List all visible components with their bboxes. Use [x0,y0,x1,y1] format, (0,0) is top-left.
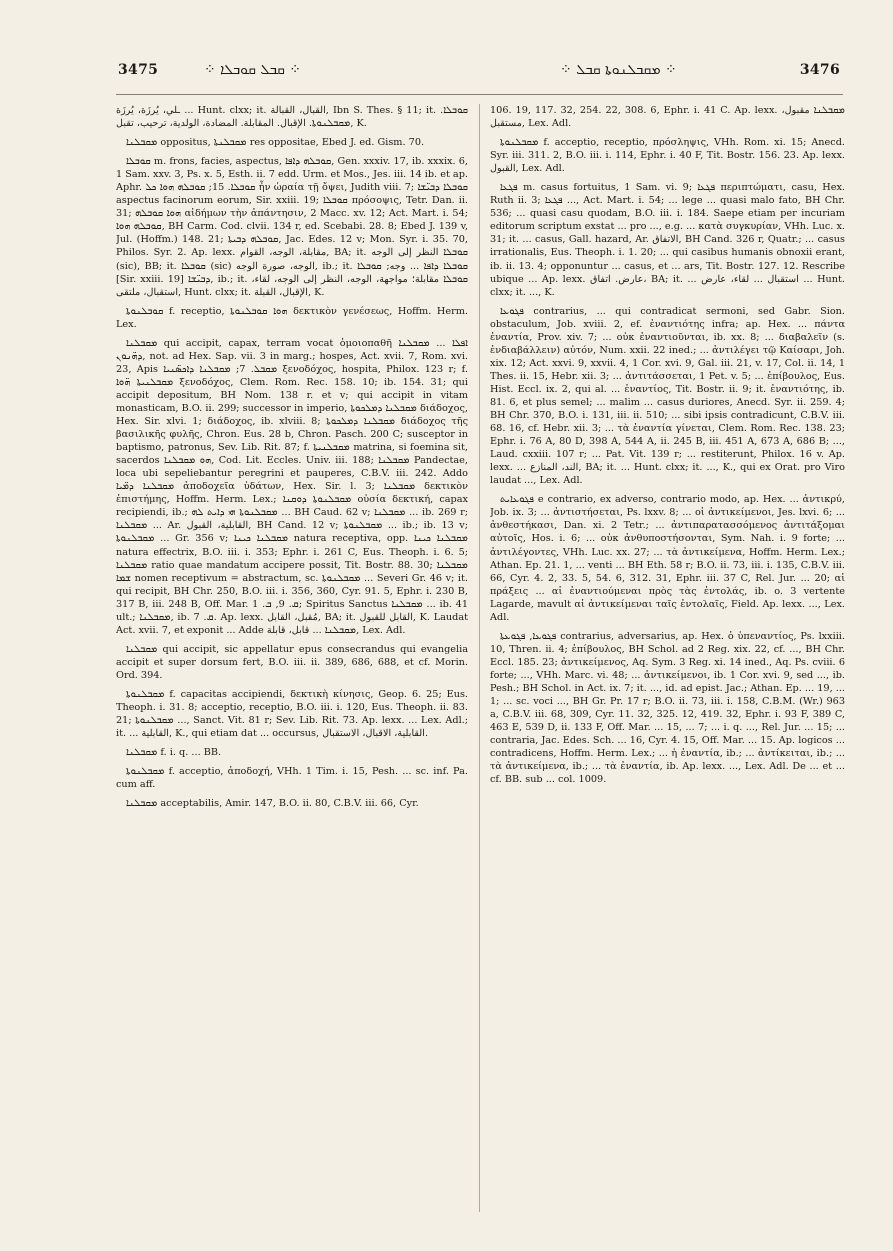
column-divider [479,104,480,1212]
entry: ܡܩܒܠܢܘܬܐ f. acceptio, receptio, πρόσληψις, VHh. Rom. xi. 15; Anecd. Syr. iii. 311. 2, B.O. iii. i. 114, Ephr. i. 40 F, Tit. Bostr. 156. 23. Ap. lexx. القبول, Lex. Adl. [490,137,845,175]
entry: 106. 19, 117. 32, 254. 22, 308. 6, Ephr. i. 41 C. Ap. lexx. ܡܩܒܠܢܐ مقبول، مستقبل, Lex. Adl. [490,105,845,130]
entry: ܡܩܒܠܢܘܬܐ f. capacitas accipiendi, δεκτικὴ κίνησις, Geop. 6. 25; Eus. Theoph. i. 31. 8; acceptio, receptio, B.O. iii. i. 120, Eus. Theoph. ii. 83. 21; ܡܩܒܠܢܘܬܐ ..., Sanct. Vit. 81 r; Sev. Lib. Rit. 73. Ap. lexx. ... Lex. Adl.; it. ... القابلية, K., qui etiam dat ... occursus, القابلية، الاقبال، الاستقبال. [116,688,468,740]
left-column [116,104,468,1214]
entry: ܡܩܒܠܢܐ acceptabilis, Amir. 147, B.O. ii. 80, C.B.V. iii. 66, Cyr. [126,798,419,810]
page-number-right: 3476 [799,62,840,78]
entry: ܩܘܒܠܐ m. frons, facies, aspectus, ܩܘܒܠܗ ܕܐܦܐ, Gen. xxxiv. 17, ib. xxxix. 6, 1 Sam. xxv. 3, Ps. x. 5, Esth. ii. 7 edd. Urm. et Mos., Jes. iii. 14 ib. et ap. Aphr. ܩܘܒܠܐ. 15; ܩܘܒܠܗ ܗܘܐ ܟܠ ἦν ὡραία τῇ ὄψει, Judith viii. 7; ܩܘܒܠܐ ܕܒܝ̈ܫܐ aspectus facinorum eorum, Sir. xxiii. 19; ܩܘܒܠܐ πρόσοψις, Tetr. Dan. ii. 31; ܗܘܐ ܩܘܒܠܗ αἰδήμων τὴν ἀπάντησιν, 2 Macc. xv. 12; Act. Mart. i. 54; ܩܘܒܠܗ ܗܘܐ, BH Carm. Cod. clvii. 134 r, ed. Scebabi. 28. 8; Ebed J. 139 v, Jul. (Hoffm.) 148. 21; ܩܘܒܠܗ ܕܒܝܬܐ, Jac. Edes. 12 v; Mon. Syr. i. 35. 70, Philos. Syr. 2. Ap. lexx. مقابلة، الوجه، القوام, BA; it. ܩܘܒܠܐ النظر إلى الوجه (sic), BB; it. ܩܘܒܠܐ (sic) الوجه، صورة الوجه, ib.; it. ܩܘܒܠܐ ܕܐܦܐ ... وجه; ܩܘܒܠܐ [Sir. xxiii. 19] ܕܒܝ̈ܫܐ, ib.; it. ܩܘܒܠܐ مقابلة؛ مواجهة، الوجه، النظر إلى الوجه، لقاء، استقبال، ملتقى, Hunt. clxx; it. الإقبال، القبلة, K. [116,156,468,298]
entry: ܡܩܒܠܢܐ oppositus, ܡܩܒܠܢܬܐ res oppositae, Ebed J. ed. Gism. 70. [126,137,425,149]
page-header [0,62,893,92]
entry: ܦܓܘܥܐܝܬ e contrario, ex adverso, contrario modo, ap. Hex. ... ἀντικρύ, Job. ix. 3; ... ἀντιστήσεται, Ps. lxxv. 8; ... οἱ ἀντικείμενοι, Jes. lxvi. 6; ... ἀνθεστήκασι, Dan. xi. 2 Tetr.; ... ἀντιπαρατασσόμενος ἀντιτάξομαι αὐτοῖς, Hos. i. 6; ... οὐκ ἀνθυποστήσονται, Sym. Nah. i. 9 forte; ... ἀντιλέγοντες, VHh. Luc. xx. 27; ... τὰ ἀντικείμενα, Hoffm. Herm. Lex.; Athan. Ep. 21. 1, ... venti ... BH Eth. 58 r; B.O. ii. 73, iii. i. 135, C.B.V. iii. 66, Cyr. 4. 2, 33. 5, 54. 6, 312. 31, Ephr. iii. 37 C, Rel. Jur. ... 20; αἱ πράξεις ... αἱ ἐναντιούμεναι πρὸς τὰς ἐντολάς, ib. o. 3 vertente Lagarde, mavult αἱ ἀντικείμεναι ταῖς ἐντολαῖς, Field. Ap. lexx. ..., Lex. Adl. [490,494,845,623]
header-rule [116,94,843,95]
entry: ܦܓܘܥܐ, ܦܓܘܥܬܐ contrarius, adversarius, ap. Hex. ὁ ὑπεναντίος, Ps. lxxiii. 10, Thren. ii. 4; ἐπίβουλος, BH Schol. ad 2 Reg. xix. 22, cf. ..., BH Chr. Eccl. 185. 23; ἀντικείμενος, Aq. Sym. 3 Reg. xi. 14 ined., Aq. Ps. cviii. 6 forte; ..., VHh. Marc. vi. 48; ... ἀντικείμενοι, ib. 1 Cor. xvi. 9, sed ..., ib. Pesh.; BH Schol. in Act. ix. 7; it. ..., id. ad epist. Jac.; Athan. Ep. ... 19, ... 1; ... sc. voci ..., BH Gr. Pr. 17 r; B.O. ii. 73, iii. i. 158, C.B.M. (Wr.) 963 a, C.B.V. iii. 68, 309, Cyr. 11. 32, 325. 12, 419. 32, Ephr. i. 93 F, 389 C, 463 E, 539 D, ii. 133 F, Off. Mar. ... 15, ... 7; ... i. q. ..., Rel. Jur. ... 15; ... contraria, Jac. Edes. Sch. ... 16, Cyr. 4. 15, Off. Mar. ... 15. Ap. logicos ... contradicens, Hoffm. Herm. Lex.; ... ἡ ἐναντία, ib.; ... ἀντίκειται, ib.; ... τὰ ἀντικείμενα, ib.; ... τὰ ἐναντία, ib. Ap. lexx. ..., Lex. Adl. De ... et ... cf. BB. sub ... col. 1009. [490,630,845,786]
entry: ܦܓܥܐ m. casus fortuitus, 1 Sam. vi. 9; ܦܓܥܐ περιπτώματι, casu, Hex. Ruth ii. 3; ܦܓܥܐ ..., Act. Mart. i. 54; ... lege ... quasi malo fato, BH Chr. 536; ... quasi casu quodam, B.O. iii. i. 184. Saepe etiam per incuriam editorum scriptum exstat ... pro ..., e.g. ... κατὰ συγκυρίαν, VHh. Luc. x. 31; it. ... casus, Gall. hazard, Ar. الاتفاق, BH Cand. 326 r, Quatr.; ... casus irrationalis, Eus. Theoph. i. 1. 20; ... qui casibus humanis obnoxii erant, ib. ii. 13. 4; opponuntur ... casus, et ... ars, Tit. Bostr. 127. 12. Rescribe ubique ... Ap. lexx. عارض. اتفاق، BA; it. ... استقبال ... لقاء، عارض ... Hunt. clxx; it. ..., K. [490,182,845,298]
entry: ܩܘܒܠܢܘܬܐ f. receptio, ܗܘܐ ܩܘܒܠܢܘܬܐ δεκτικὸν γενέσεως, Hoffm. Herm. Lex. [116,305,468,330]
right-column [490,104,845,1214]
entry: ܡܩܒܠܢܐ qui accipit, sic appellatur epus consecrandus qui evangelia accipit et super dorsum fert, B.O. iii. ii. 389, 686, 688, et cf. Morin. Ord. 394. [116,643,468,681]
entry: ܦܓܘܥܐ contrarius, ... qui contradicat sermoni, sed Gabr. Sion. obstaculum, Job. xviii. 2, ef. ἐναντιότης infra; ap. Hex. ... πάντα ἐναντία, Prov. xiv. 7; ... οὐκ ἐναντιοῦνται, ib. xx. 8; ... διαβαλεῖν (s. ἐνδιαβάλλειν) αὐτόν, Num. xxii. 22 ined.; ... ἀντιλέγει τῷ Καίσαρι, Joh. xix. 12; Act. xxvi. 9, xxvii. 4, 1 Cor. xvi. 9, Gal. iii. 21, v. 17, Col. ii. 14, 1 Thes. ii. 15, Hebr. xii. 3; ... ἀντιτάσσεται, 1 Pet. v. 5; ... ἐπίβουλος, Eus. Hist. Eccl. ix. 2, qui al. ... ἐναντίος, Tit. Bostr. ii. 9; it. ἐναντιότης, ib. 81. 6, et plus semel; ... malim ... casus duriores, Anecd. Syr. ii. 259. 4; BH Chr. 370, B.O. i. 131, iii. ii. 510; ... sibi ipsis contradicunt, C.B.V. iii. 68. 16, cf. Hebr. xii. 3; ... τὰ ἐναντία γίνεται, Clem. Rom. Rec. 138. 23; Ephr. i. 76 A, 80 D, 398 A, 544 A, ii. 245 B, iii. 451 A, 673 A, 686 B; ..., Laud. cxxiii. 107 r; ... Pat. Vit. 139 r; ... restiterunt, Philox. 16 v. Ap. lexx. ... الند، المنازع, BA; it. ... Hunt. clxx; it. ..., K., qui ex Orat. pro Viro laudat ..., Lex. Adl. [490,305,845,487]
entry: ܡܩܒܠܢܐ f. i. q. ... BB. [126,747,222,759]
entry: ܡܩܒܠܢܐ qui accipit, capax, terram vocat ὁμοιοπαθῆ ܐܦܠܐ ... ܡܩܒܠܢܐ ܕܗ̈ܢܘܢ, not. ad Hex. Sap. vii. 3 in marg.; hospes, Act. xvii. 7, Rom. xvi. 23, Apis ܡܩܒܠ. 7; ܡܩܒܠܢܐ ܕܐܟܣ̈ܢܝܐ ξενοδόχος, hospita, Philox. 123 r; f. ܡܩܒܠܢܝܬܐ ܗ̈ܘܐ ξενοδόχος, Clem. Rom. Rec. 158. 10; ib. 154. 31; qui accipit depositum, BH Nom. 138 r. et v; qui accipit in vitam monasticam, B.O. ii. 299; successor in imperio, ܡܩܒܠܢܐ ܕܡܠܟܘܬܐ διάδοχος, Hex. Sir. xlvi. 1; διάδοχος, ib. xlviii. 8; ܡܩܒܠܢܐ ܕܡܠܟܘܬܐ διάδοχος τῆς βασιλικῆς φυλῆς, Chron. Eus. 28 b, Chron. Pasch. 200 C; susceptor in baptismo, patronus, Sev. Lib. Rit. 87; f. ܡܩܒܠܢܝܬܐ matrina, si foemina sit, sacerdos ܗܘ ܡܩܒܠܢܐ, Cod. Lit. Eccles. Univ. iii. 188; ܡܩܒܠܢܐ Pandectae, loca ubi sepeliebantur peregrini et pauperes, C.B.V. iii. 242. Addo ܡܩܒܠܢܐ ܕܡ̈ܝܐ ἀποδοχεῖα ὑδάτων, Hex. Sir. l. 3; ܡܩܒܠܢܐ δεκτικὸν ἐπιστήμης, Hoffm. Herm. Lex.; ܡܩܒܠܢܘܬܐ ܕܘܩܢܐ οὐσία δεκτική, capax recipiendi, ib.; ܡܩܒܠܢܘܬܐ ܗܝ ܕܐܝܬ ܠܗ ... BH Caud. 62 v; ܡܩܒܠܢܐ ... ib. 269 r; ܡܩܒܠܢܐ ... Ar. القابلية، القبول, BH Cand. 12 v; ܡܩܒܠܢܘܬܐ ... ib.; ib. 13 v; ܡܩܒܠܢܘܬܐ ... Gr. 356 v; ܡܩܒܠܢܐ ܟܝܢܐ natura receptiva, opp. ܡܩܒܠܢܐ ܟܝܢܐ natura effectrix, B.O. iii. i. 353; Ephr. i. 261 C, Eus. Theoph. i. 6. 5; ܡܩܒܠܢܐ ratio quae mandatum accipere possit, Tit. Bostr. 88. 30; ܡܩܒܠܢܐ ܫܡܐ nomen receptivum = abstractum, sc. ܡܩܒܠܢܘܬܐ ... Severi Gr. 46 v; it. qui recipit, BH Chr. 250, B.O. iii. i. 356, 360, Cyr. 91. 5, Ephr. i. 230 B, 317 B, iii. 248 B, Off. Mar. ܩ. 9, ܒ. 1; Spiritus Sanctus ܡܩܒܠܢܐ ... ib. 41 ult.; ܡܩܒܠܢܐ, ib. ܩ. 7. Ap. lexx. مُقبل، القابل, BA; it. القابل للقبول, K. Laudat Act. xvii. 7, et exponit ... Adde ܡܩܒܠܢܐ ... قابل، قابلة, Lex. Adl. [116,337,468,636]
running-head-left: ⁘ ܩܒܠ ܩܘܒܠܐ ⁘ [204,62,302,78]
entry: ܡܩܒܠܢܘܬܐ f. acceptio, ἀποδοχή, VHh. 1 Tim. i. 15, Pesh. ... sc. inf. Pa. cum aff. [116,766,468,791]
running-head-right: ⁘ ܡܩܒܠܢܘܬܐ ܩܒܠ ⁘ [560,62,677,78]
entry: ـلي، يُرزَة، يُرزَة ... Hunt. clxx; it. القبال، القبالة, Ibn S. Thes. § 11; it. ܩܘܒܠܐ. ܡܩܒܠܢܘܬܐ. الإقبال. المقابلة. المضادة، الولدية، ترحيب، تقبل, K. [116,105,468,130]
page-number-left: 3475 [118,62,159,78]
